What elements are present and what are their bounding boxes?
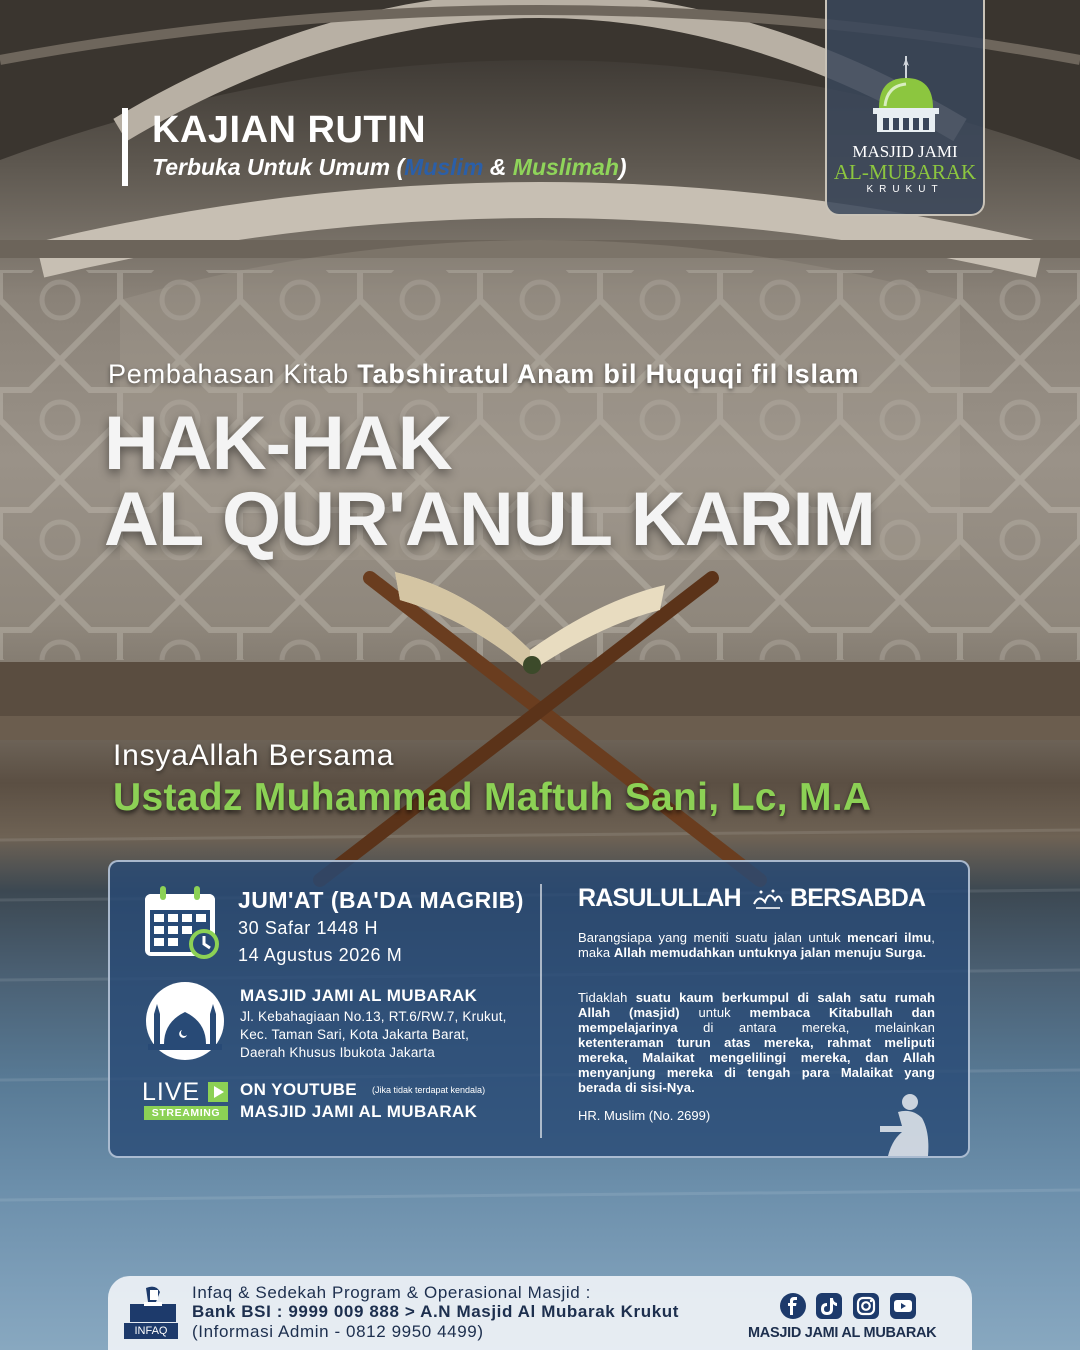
kitab-line [108, 359, 859, 390]
stream-platform: ON YOUTUBE [240, 1080, 358, 1099]
subtitle-muslim: Muslim [404, 154, 484, 180]
panel-divider [540, 884, 542, 1138]
admin-contact: (Informasi Admin - 0812 9950 4499) [192, 1322, 484, 1341]
hadith-paragraph-2 [578, 990, 935, 1095]
subtitle-muslimah: Muslimah [512, 154, 619, 180]
stream-channel: MASJID JAMI AL MUBARAK [240, 1102, 478, 1121]
donation-box-icon [126, 1284, 180, 1324]
subtitle-suffix: ) [618, 154, 627, 180]
streaming-badge: STREAMING [144, 1106, 228, 1120]
hadith-p2-run: ketenteraman turun atas mereka, rahmat meliputi mereka, Malaikat mengelilingi mereka, dan Allah menyanjung mereka di tengah para Malaikat yang berada di sisi-Nya. [578, 1035, 935, 1095]
main-title-line-2: AL QUR'ANUL KARIM [104, 477, 875, 562]
hadith-p2-run: berkumpul di salah satu rumah Allah (masjid) [578, 990, 936, 1020]
date-hijri: 30 Safar 1448 H [238, 918, 379, 938]
hadith-p2-run [714, 990, 722, 1005]
venue-name: MASJID JAMI AL MUBARAK [240, 986, 478, 1005]
info-panel [108, 860, 970, 1158]
hadith-source: HR. Muslim (No. 2699) [578, 1108, 711, 1123]
logo-line-3: KRUKUT [866, 184, 944, 195]
hadith-paragraph-1 [578, 930, 935, 960]
mosque-icon [142, 982, 228, 1060]
youtube-icon[interactable] [890, 1293, 916, 1319]
main-title [104, 401, 875, 562]
event-header [122, 108, 627, 186]
subtitle-ampersand: & [483, 154, 513, 180]
infaq-label: INFAQ [124, 1323, 178, 1339]
stream-note: (Jika tidak terdapat kendala) [372, 1085, 486, 1095]
logo-line-2: AL-MUBARAK [833, 160, 977, 184]
hadith-p2-run: suatu kaum [635, 990, 714, 1005]
venue-address: Jl. Kebahagiaan No.13, RT.6/RW.7, Krukut, Kec. Taman Sari, Kota Jakarta Barat, Daerah Khusus Ibukota Jakarta [240, 1009, 507, 1060]
hadith-p2-run: membaca Kitabullah dan mempelajarinya [578, 1005, 936, 1035]
hadith-p2-run: Tidaklah [578, 990, 636, 1005]
hadith-p1-run: , maka [578, 930, 935, 960]
speaker-intro: InsyaAllah Bersama [113, 739, 395, 772]
hadith-heading-left: RASULULLAH [578, 884, 741, 912]
tiktok-icon[interactable] [816, 1293, 842, 1319]
logo-line-1: MASJID JAMI [852, 142, 958, 161]
main-title-line-1: HAK-HAK [104, 401, 452, 486]
subtitle-prefix: Terbuka Untuk Umum ( [152, 154, 405, 180]
mosque-logo [825, 0, 985, 216]
instagram-icon[interactable] [853, 1293, 879, 1319]
hadith-p1-run: mencari ilmu [847, 930, 932, 945]
facebook-icon[interactable] [780, 1293, 806, 1319]
infaq-heading: Infaq & Sedekah Program & Operasional Masjid : [192, 1283, 591, 1302]
hadith-p2-run: untuk [679, 1005, 750, 1020]
reading-man-silhouette-icon [872, 1092, 938, 1158]
event-title: KAJIAN RUTIN [152, 109, 427, 151]
event-day: JUM'AT (BA'DA MAGRIB) [238, 887, 524, 913]
hadith-p1-run: Barangsiapa yang meniti suatu jalan untuk [578, 930, 848, 945]
speaker-name: Ustadz Muhammad Maftuh Sani, Lc, M.A [113, 776, 872, 819]
salawat-calligraphy-icon [751, 886, 785, 912]
play-icon [208, 1082, 228, 1102]
date-masehi: 14 Agustus 2026 M [238, 945, 403, 965]
live-label: LIVE [142, 1078, 201, 1106]
donation-footer [108, 1276, 972, 1350]
hadith-p1-run: Allah memudahkan untuknya jalan menuju Surga. [613, 945, 927, 960]
event-subtitle [152, 152, 627, 182]
mosque-dome-logo-icon [871, 56, 941, 138]
calendar-clock-icon [142, 886, 222, 960]
kitab-name: Tabshiratul Anam bil Huquqi fil Islam [357, 359, 860, 389]
social-account-name: MASJID JAMI AL MUBARAK [748, 1325, 937, 1341]
bank-account: Bank BSI : 9999 009 888 > A.N Masjid Al Mubarak Krukut [192, 1302, 680, 1321]
hadith-heading-right: BERSABDA [790, 884, 926, 912]
kitab-prefix: Pembahasan Kitab [108, 359, 358, 389]
hadith-p2-run: di antara mereka, melainkan [677, 1020, 935, 1035]
